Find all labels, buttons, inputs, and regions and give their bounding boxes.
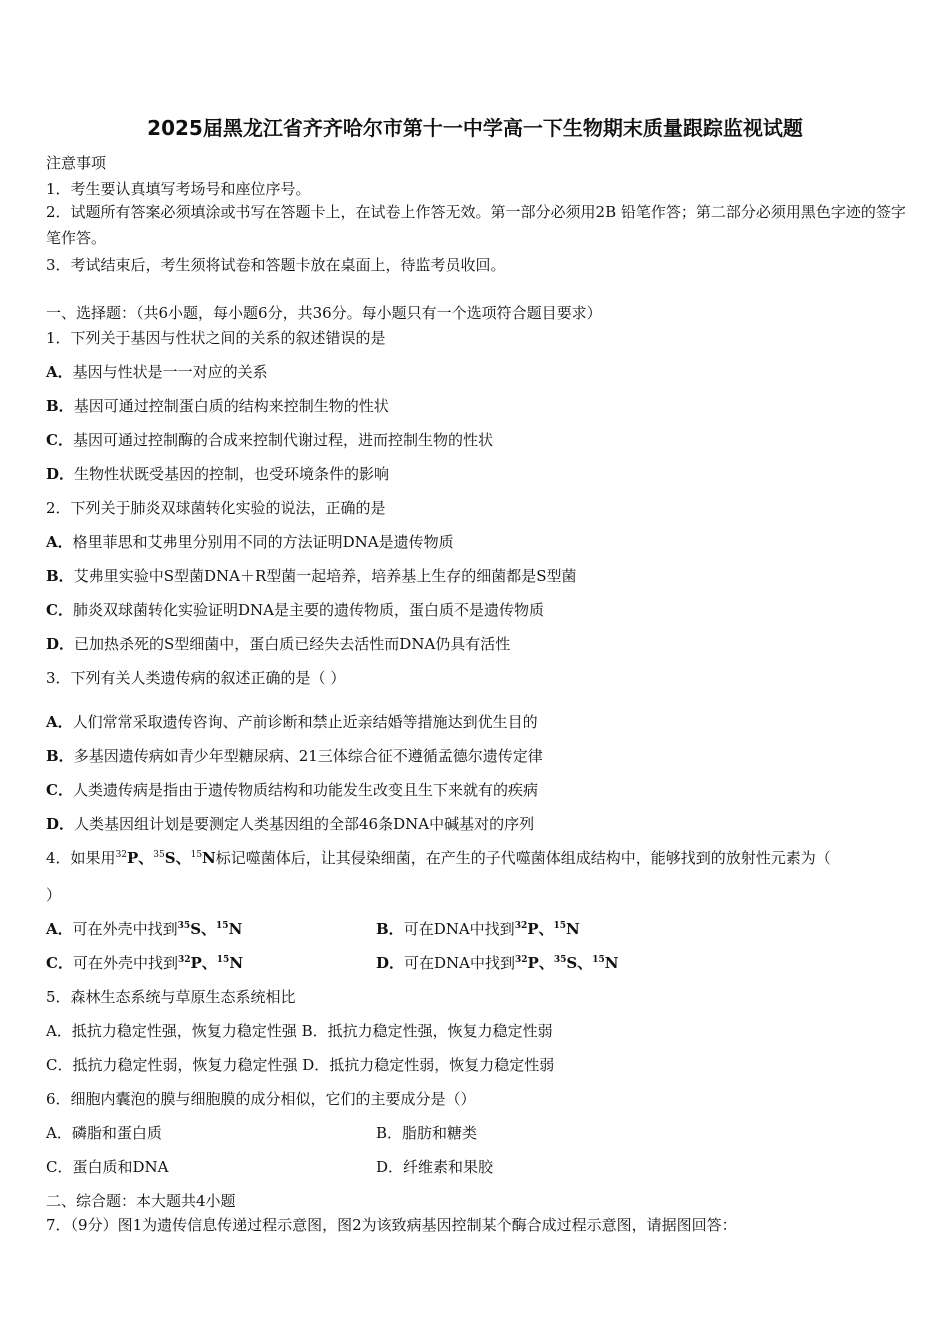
isotope-mass: 35: [177, 921, 191, 931]
isotope-mass: 35: [553, 955, 567, 965]
option-label: B．: [46, 397, 74, 415]
notice-item-1: 1．考生要认真填写考场号和座位序号。: [46, 180, 311, 198]
option-text: 艾弗里实验中S型菌DNA＋R型菌一起培养，培养基上生存的细菌都是S型菌: [73, 567, 577, 585]
option-text: 可在DNA中找到: [404, 954, 516, 972]
option-label: D．: [46, 635, 75, 653]
q6-option-b: B．脂肪和糖类: [376, 1124, 478, 1142]
option-text: 已加热杀死的S型细菌中，蛋白质已经失去活性而DNA仍具有活性: [74, 635, 511, 653]
option-label: C．: [46, 431, 73, 449]
element-symbol: P、: [190, 954, 217, 972]
option-label: B．: [376, 920, 404, 938]
option-label: A．: [46, 920, 73, 938]
question-number: 2．: [46, 499, 71, 517]
question-number: 6．: [46, 1090, 71, 1108]
q2-option-c: [46, 599, 544, 620]
option-text: 生物性状既受基因的控制，也受环境条件的影响: [74, 465, 390, 483]
element-symbol: P、: [527, 954, 554, 972]
question-stem: （9分）图1为遗传信息传递过程示意图，图2为该致病基因控制某个酶合成过程示意图，请据图回答：: [70, 1216, 737, 1234]
option-text: 格里菲思和艾弗里分别用不同的方法证明DNA是遗传物质: [72, 533, 454, 551]
option-text: 多基因遗传病如青少年型糖尿病、21三体综合征不遵循孟德尔遗传定律: [73, 747, 543, 765]
q1-option-d: [46, 463, 389, 484]
question-stem: 下列关于基因与性状之间的关系的叙述错误的是: [70, 329, 386, 347]
element-symbol: N: [229, 954, 244, 972]
question-number: 5．: [46, 988, 71, 1006]
option-label: D．: [46, 815, 75, 833]
option-text: 人们常常采取遗传咨询、产前诊断和禁止近亲结婚等措施达到优生目的: [72, 713, 538, 731]
option-text: 基因与性状是一一对应的关系: [72, 363, 268, 381]
option-text: 可在外壳中找到: [72, 920, 178, 938]
option-label: C．: [46, 601, 73, 619]
notice-item-2: 2．试题所有答案必须填涂或书写在答题卡上，在试卷上作答无效。第一部分必须用2B 铅笔作答；第二部分必须用黑色字迹的签字笔作答。: [46, 203, 906, 247]
question-stem-post: 标记噬菌体后，让其侵染细菌，在产生的子代噬菌体组成结构中，能够找到的放射性元素为（: [215, 849, 831, 867]
isotope-mass: 15: [190, 850, 203, 860]
q1-option-b: [46, 395, 389, 416]
isotope-mass: 15: [216, 955, 230, 965]
question-stem: 下列有关人类遗传病的叙述正确的是（ ）: [70, 669, 346, 687]
q1-option-c: [46, 429, 493, 450]
element-symbol: S、: [190, 920, 217, 938]
element-symbol: N: [604, 954, 619, 972]
option-text: 可在外壳中找到: [72, 954, 178, 972]
q6-option-c: C．蛋白质和DNA: [46, 1158, 169, 1176]
isotope-mass: 32: [115, 850, 128, 860]
option-text: 可在DNA中找到: [403, 920, 515, 938]
option-label: B．: [46, 747, 74, 765]
page-title: 2025届黑龙江省齐齐哈尔市第十一中学高一下生物期末质量跟踪监视试题: [147, 116, 803, 140]
option-text: 人类遗传病是指由于遗传物质结构和功能发生改变且生下来就有的疾病: [72, 781, 538, 799]
isotope-mass: 32: [177, 955, 191, 965]
element-symbol: S、: [164, 849, 191, 867]
isotope-mass: 15: [216, 921, 229, 931]
q6-option-a: A．磷脂和蛋白质: [46, 1124, 162, 1142]
element-symbol: N: [566, 920, 580, 938]
isotope-mass: 15: [553, 921, 567, 931]
q4-option-b: [376, 918, 580, 939]
option-text: 肺炎双球菌转化实验证明DNA是主要的遗传物质，蛋白质不是遗传物质: [72, 601, 544, 619]
q5-options-line-1: A．抵抗力稳定性强，恢复力稳定性强 B．抵抗力稳定性强，恢复力稳定性弱: [46, 1022, 553, 1040]
q5-options-line-2: C．抵抗力稳定性弱，恢复力稳定性强 D．抵抗力稳定性弱，恢复力稳定性弱: [46, 1056, 555, 1074]
option-label: B．: [46, 567, 74, 585]
isotope-mass: 15: [592, 955, 605, 965]
q3-option-c: [46, 779, 538, 800]
option-text: 人类基因组计划是要测定人类基因组的全部46条DNA中碱基对的序列: [74, 815, 535, 833]
q2-option-a: [46, 531, 454, 552]
element-symbol: P、: [527, 920, 554, 938]
notice-item-3: 3．考试结束后，考生须将试卷和答题卡放在桌面上，待监考员收回。: [46, 256, 506, 274]
question-3: [46, 667, 345, 688]
question-stem: 森林生态系统与草原生态系统相比: [70, 988, 296, 1006]
question-stem: 下列关于肺炎双球菌转化实验的说法，正确的是: [70, 499, 386, 517]
section2-heading: 二、综合题：本大题共4小题: [46, 1192, 236, 1210]
q2-option-d: [46, 633, 510, 654]
question-7: [46, 1214, 737, 1235]
question-stem: 细胞内囊泡的膜与细胞膜的成分相似，它们的主要成分是（）: [70, 1090, 476, 1108]
question-5: [46, 986, 296, 1007]
q4-option-a: [46, 918, 242, 939]
q4-option-c: [46, 952, 243, 973]
element-symbol: N: [202, 849, 216, 867]
q3-option-d: [46, 813, 534, 834]
q4-stem-close: ）: [46, 886, 62, 904]
q4-option-d: [376, 952, 618, 973]
q6-option-d: D．纤维素和果胶: [376, 1158, 494, 1176]
isotope-mass: 32: [514, 921, 528, 931]
question-2: [46, 497, 386, 518]
option-label: D．: [376, 954, 405, 972]
element-symbol: S、: [566, 954, 593, 972]
option-label: A．: [46, 533, 73, 551]
question-number: 4．: [46, 849, 71, 867]
question-stem-pre: 如果用: [70, 849, 116, 867]
option-label: C．: [46, 954, 73, 972]
q1-option-a: [46, 361, 268, 382]
isotope-mass: 32: [515, 955, 528, 965]
q3-option-a: [46, 711, 538, 732]
option-label: C．: [46, 781, 73, 799]
question-6: [46, 1088, 476, 1109]
notice-heading: 注意事项: [46, 154, 107, 172]
option-label: D．: [46, 465, 75, 483]
question-1: [46, 327, 386, 348]
question-number: 3．: [46, 669, 71, 687]
q3-option-b: [46, 745, 543, 766]
option-label: A．: [46, 713, 73, 731]
element-symbol: N: [228, 920, 243, 938]
element-symbol: P、: [127, 849, 154, 867]
question-4: [46, 847, 831, 868]
option-label: A．: [46, 363, 73, 381]
section1-heading: 一、选择题：（共6小题，每小题6分，共36分。每小题只有一个选项符合题目要求）: [46, 304, 602, 322]
option-text: 基因可通过控制酶的合成来控制代谢过程，进而控制生物的性状: [72, 431, 493, 449]
q2-option-b: [46, 565, 577, 586]
question-number: 1．: [46, 329, 71, 347]
isotope-mass: 35: [153, 850, 165, 860]
option-text: 基因可通过控制蛋白质的结构来控制生物的性状: [73, 397, 389, 415]
question-number: 7．: [46, 1216, 71, 1234]
